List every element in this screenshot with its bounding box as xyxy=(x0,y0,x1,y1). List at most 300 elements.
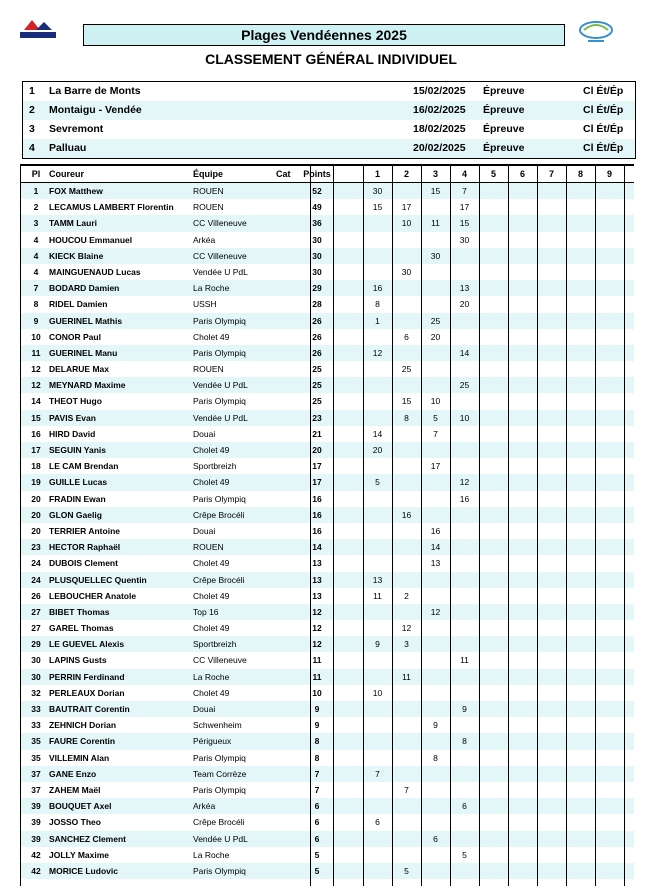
table-row xyxy=(20,199,634,215)
rider-name-cell: FOX Matthew xyxy=(49,186,103,196)
team-cell: Crêpe Brocéli xyxy=(193,574,245,585)
table-row xyxy=(20,361,634,377)
team-cell: Paris Olympiq xyxy=(193,315,246,326)
team-cell: Top 16 xyxy=(193,606,219,617)
table-row xyxy=(20,215,634,231)
points-cell: 5 xyxy=(314,849,320,860)
rank-cell: 19 xyxy=(31,477,41,488)
team-cell: ROUEN xyxy=(193,202,224,213)
rider-name-cell: LECAMUS LAMBERT Florentin xyxy=(49,202,174,213)
team-cell: USSH xyxy=(193,299,217,310)
header-event-8: 8 xyxy=(577,169,583,179)
rank-cell: 30 xyxy=(31,671,41,682)
points-cell: 13 xyxy=(312,590,322,601)
event-2-points-cell: 30 xyxy=(401,266,412,277)
rank-cell: 27 xyxy=(31,606,41,617)
event-1-points-cell: 20 xyxy=(372,445,383,455)
rider-name-cell: PERLEAUX Dorian xyxy=(49,687,125,698)
federation-logo xyxy=(18,18,58,40)
event-3-points-cell: 6 xyxy=(433,833,438,844)
event-4-points-cell: 14 xyxy=(459,347,470,358)
table-row xyxy=(20,377,634,393)
rank-cell: 11 xyxy=(31,347,41,358)
event-3-points-cell: 11 xyxy=(431,218,440,229)
table-row xyxy=(20,620,634,636)
rank-cell: 26 xyxy=(31,590,41,601)
event-1-points-cell: 14 xyxy=(372,428,383,439)
rider-name-cell: PAVIS Evan xyxy=(49,412,96,423)
event-2-points-cell: 8 xyxy=(404,412,409,423)
column-divider xyxy=(595,166,596,886)
event-1-points-cell: 6 xyxy=(375,817,380,828)
team-cell: Vendée U PdL xyxy=(193,412,248,423)
page-subtitle: CLASSEMENT GÉNÉRAL INDIVIDUEL xyxy=(205,51,457,67)
team-cell: Paris Olympiq xyxy=(193,784,246,795)
event-4-points-cell: 9 xyxy=(462,704,467,714)
team-cell: Périgueux xyxy=(193,736,232,747)
header-event-1: 1 xyxy=(374,169,380,179)
table-row xyxy=(20,701,634,717)
event-name: Montaigu - Vendée xyxy=(49,104,142,116)
table-row xyxy=(20,847,634,863)
rider-name-cell: DELARUE Max xyxy=(49,364,109,375)
event-3-points-cell: 14 xyxy=(430,542,441,553)
rank-cell: 7 xyxy=(33,283,39,294)
event-number: 1 xyxy=(29,85,35,97)
event-3-points-cell: 13 xyxy=(430,558,441,569)
event-1-points-cell: 8 xyxy=(375,299,380,310)
events-list xyxy=(22,81,636,159)
team-cell: ROUEN xyxy=(193,542,224,553)
event-date: 20/02/2025 xyxy=(413,142,466,154)
points-cell: 17 xyxy=(312,461,322,472)
rider-name-cell: MEYNARD Maxime xyxy=(49,380,126,391)
event-4-points-cell: 16 xyxy=(459,493,470,504)
points-cell: 30 xyxy=(312,250,322,261)
rider-name-cell: GUERINEL Manu xyxy=(49,347,118,358)
rank-cell: 17 xyxy=(31,445,41,455)
table-body xyxy=(20,183,634,879)
event-row xyxy=(23,101,635,120)
points-cell: 36 xyxy=(312,218,322,229)
event-3-points-cell: 25 xyxy=(430,315,441,326)
team-cell: Cholet 49 xyxy=(193,623,230,634)
rider-name-cell: HIRD David xyxy=(49,428,96,439)
table-row xyxy=(20,232,634,248)
points-cell: 14 xyxy=(312,542,322,553)
rider-name-cell: LAPINS Gusts xyxy=(49,655,107,666)
rider-name-cell: ZEHNICH Dorian xyxy=(49,720,117,731)
rank-cell: 35 xyxy=(31,752,41,763)
rider-name-cell: GLON Gaelig xyxy=(49,509,102,520)
rider-name-cell: PERRIN Ferdinand xyxy=(49,671,125,682)
table-row xyxy=(20,814,634,830)
points-cell: 13 xyxy=(312,574,322,585)
points-cell: 26 xyxy=(312,331,322,342)
column-divider xyxy=(310,166,311,886)
points-cell: 11 xyxy=(312,655,322,666)
rider-name-cell: GANE Enzo xyxy=(49,768,97,779)
table-row xyxy=(20,474,634,490)
event-type: Épreuve xyxy=(483,85,525,97)
event-3-points-cell: 8 xyxy=(433,752,438,763)
team-cell: Vendée U PdL xyxy=(193,266,248,277)
team-cell: ROUEN xyxy=(193,186,224,196)
rider-name-cell: JOLLY Maxime xyxy=(49,849,110,860)
points-cell: 25 xyxy=(312,396,322,407)
rider-name-cell: JOSSO Theo xyxy=(49,817,101,828)
event-3-points-cell: 16 xyxy=(430,525,441,536)
points-cell: 16 xyxy=(312,509,322,520)
table-row xyxy=(20,410,634,426)
column-divider xyxy=(508,166,509,886)
rank-cell: 18 xyxy=(31,461,41,472)
table-row xyxy=(20,264,634,280)
points-cell: 20 xyxy=(312,445,322,455)
team-cell: CC Villeneuve xyxy=(193,250,247,261)
rank-cell: 33 xyxy=(31,720,41,731)
team-cell: La Roche xyxy=(193,849,230,860)
event-2-points-cell: 11 xyxy=(402,671,411,682)
team-cell: La Roche xyxy=(193,283,230,294)
team-cell: La Roche xyxy=(193,671,230,682)
event-type: Épreuve xyxy=(483,104,525,116)
points-cell: 16 xyxy=(312,525,322,536)
event-1-points-cell: 13 xyxy=(372,574,383,585)
event-1-points-cell: 9 xyxy=(375,639,380,650)
event-2-points-cell: 5 xyxy=(404,865,409,876)
team-cell: Paris Olympiq xyxy=(193,493,246,504)
rank-cell: 37 xyxy=(31,784,41,795)
event-number: 3 xyxy=(29,123,35,135)
rider-name-cell: FAURE Corentin xyxy=(49,736,116,747)
points-cell: 26 xyxy=(312,347,322,358)
table-row xyxy=(20,766,634,782)
points-cell: 6 xyxy=(314,833,320,844)
event-4-points-cell: 5 xyxy=(462,849,467,860)
event-4-points-cell: 8 xyxy=(462,736,467,747)
header-pl: Pl xyxy=(31,169,41,179)
event-name: Palluau xyxy=(49,142,87,154)
event-2-points-cell: 12 xyxy=(401,623,412,634)
event-1-points-cell: 1 xyxy=(375,315,380,326)
header-rider: Coureur xyxy=(49,169,85,179)
team-cell: Cholet 49 xyxy=(193,687,230,698)
event-classification: Cl Ét/Ép xyxy=(583,104,624,116)
rank-cell: 32 xyxy=(31,687,41,698)
header-team: Équipe xyxy=(193,169,224,179)
table-row xyxy=(20,442,634,458)
event-type: Épreuve xyxy=(483,142,525,154)
points-cell: 12 xyxy=(312,623,322,634)
team-cell: Schwenheim xyxy=(193,720,242,731)
points-cell: 13 xyxy=(312,558,322,569)
table-row xyxy=(20,491,634,507)
rank-cell: 15 xyxy=(31,412,41,423)
column-divider xyxy=(392,166,393,886)
rank-cell: 16 xyxy=(31,428,41,439)
event-4-points-cell: 7 xyxy=(462,186,467,196)
rider-name-cell: MORICE Ludovic xyxy=(49,865,118,876)
table-border-right xyxy=(624,166,625,886)
points-cell: 12 xyxy=(312,606,322,617)
event-4-points-cell: 25 xyxy=(459,380,470,391)
team-cell: Team Corrèze xyxy=(193,768,247,779)
event-number: 4 xyxy=(29,142,35,154)
rider-name-cell: BOUQUET Axel xyxy=(49,801,112,812)
rider-name-cell: TERRIER Antoine xyxy=(49,525,120,536)
event-row xyxy=(23,120,635,139)
rider-name-cell: GUERINEL Mathis xyxy=(49,315,123,326)
event-4-points-cell: 6 xyxy=(462,801,467,812)
points-cell: 9 xyxy=(314,720,320,731)
team-cell: Paris Olympiq xyxy=(193,865,246,876)
table-row xyxy=(20,717,634,733)
table-row xyxy=(20,183,634,199)
rank-cell: 1 xyxy=(33,186,39,196)
rank-cell: 37 xyxy=(31,768,41,779)
column-divider xyxy=(333,166,334,886)
event-number: 2 xyxy=(29,104,35,116)
points-cell: 26 xyxy=(312,315,322,326)
rank-cell: 30 xyxy=(31,655,41,666)
event-classification: Cl Ét/Ép xyxy=(583,85,624,97)
table-row xyxy=(20,863,634,879)
team-cell: Arkéa xyxy=(193,234,216,245)
event-date: 18/02/2025 xyxy=(413,123,466,135)
event-1-points-cell: 16 xyxy=(372,283,383,294)
points-cell: 17 xyxy=(312,477,322,488)
rank-cell: 24 xyxy=(31,558,41,569)
table-row xyxy=(20,248,634,264)
event-row xyxy=(23,82,635,101)
header-points: Points xyxy=(303,169,331,179)
rider-name-cell: GAREL Thomas xyxy=(49,623,114,634)
points-cell: 21 xyxy=(312,428,322,439)
event-4-points-cell: 30 xyxy=(459,234,470,245)
event-1-points-cell: 11 xyxy=(373,590,382,601)
rider-name-cell: SANCHEZ Clement xyxy=(49,833,126,844)
points-cell: 10 xyxy=(312,687,322,698)
table-row xyxy=(20,329,634,345)
rider-name-cell: PLUSQUELLEC Quentin xyxy=(49,574,147,585)
event-1-points-cell: 30 xyxy=(372,186,383,196)
points-cell: 30 xyxy=(312,234,322,245)
rank-cell: 2 xyxy=(33,202,39,213)
table-row xyxy=(20,798,634,814)
table-row xyxy=(20,313,634,329)
rank-cell: 39 xyxy=(31,817,41,828)
table-row xyxy=(20,750,634,766)
event-3-points-cell: 20 xyxy=(430,331,441,342)
rider-name-cell: CONOR Paul xyxy=(49,331,101,342)
rider-name-cell: BODARD Damien xyxy=(49,283,120,294)
club-logo xyxy=(578,20,614,46)
rank-cell: 3 xyxy=(33,218,39,229)
rider-name-cell: BAUTRAIT Corentin xyxy=(49,704,130,714)
team-cell: ROUEN xyxy=(193,364,224,375)
table-row xyxy=(20,604,634,620)
rank-cell: 20 xyxy=(31,493,41,504)
header-cat: Cat xyxy=(276,169,291,179)
team-cell: Cholet 49 xyxy=(193,331,230,342)
rank-cell: 4 xyxy=(33,250,39,261)
rank-cell: 42 xyxy=(31,849,41,860)
team-cell: Sportbreizh xyxy=(193,461,237,472)
event-2-points-cell: 25 xyxy=(401,364,412,375)
rank-cell: 42 xyxy=(31,865,41,876)
rider-name-cell: SEGUIN Yanis xyxy=(49,445,107,455)
table-row xyxy=(20,539,634,555)
points-cell: 11 xyxy=(312,671,322,682)
table-row xyxy=(20,572,634,588)
event-classification: Cl Ét/Ép xyxy=(583,142,624,154)
event-4-points-cell: 11 xyxy=(460,655,469,666)
event-row xyxy=(23,139,635,158)
table-row xyxy=(20,733,634,749)
team-cell: Crêpe Brocéli xyxy=(193,817,245,828)
points-cell: 30 xyxy=(312,266,322,277)
table-row xyxy=(20,296,634,312)
team-cell: Vendée U PdL xyxy=(193,833,248,844)
points-cell: 16 xyxy=(312,493,322,504)
header-event-2: 2 xyxy=(403,169,409,179)
table-row xyxy=(20,685,634,701)
event-type: Épreuve xyxy=(483,123,525,135)
rank-cell: 20 xyxy=(31,525,41,536)
rank-cell: 29 xyxy=(31,639,41,650)
event-2-points-cell: 16 xyxy=(401,509,412,520)
points-cell: 7 xyxy=(314,784,320,795)
points-cell: 6 xyxy=(314,801,320,812)
event-4-points-cell: 20 xyxy=(459,299,470,310)
event-1-points-cell: 10 xyxy=(372,687,383,698)
event-2-points-cell: 10 xyxy=(401,218,412,229)
rider-name-cell: DUBOIS Clement xyxy=(49,558,118,569)
rank-cell: 35 xyxy=(31,736,41,747)
table-row xyxy=(20,393,634,409)
points-cell: 52 xyxy=(312,186,322,196)
team-cell: CC Villeneuve xyxy=(193,655,247,666)
rank-cell: 4 xyxy=(33,234,39,245)
team-cell: Cholet 49 xyxy=(193,445,230,455)
column-divider xyxy=(566,166,567,886)
page-title: Plages Vendéennes 2025 xyxy=(83,24,565,46)
table-row xyxy=(20,280,634,296)
team-cell: Paris Olympiq xyxy=(193,396,246,407)
table-row xyxy=(20,831,634,847)
team-cell: Douai xyxy=(193,428,216,439)
event-4-points-cell: 13 xyxy=(459,283,470,294)
team-cell: Cholet 49 xyxy=(193,590,230,601)
column-divider xyxy=(537,166,538,886)
rider-name-cell: HOUCOU Emmanuel xyxy=(49,234,133,245)
team-cell: Sportbreizh xyxy=(193,639,237,650)
team-cell: CC Villeneuve xyxy=(193,218,247,229)
header-event-5: 5 xyxy=(490,169,496,179)
table-row xyxy=(20,652,634,668)
table-row xyxy=(20,555,634,571)
rider-name-cell: TAMM Lauri xyxy=(49,218,98,229)
rider-name-cell: LE CAM Brendan xyxy=(49,461,119,472)
rider-name-cell: THEOT Hugo xyxy=(49,396,102,407)
rider-name-cell: MAINGUENAUD Lucas xyxy=(49,266,141,277)
event-3-points-cell: 7 xyxy=(433,428,438,439)
event-name: La Barre de Monts xyxy=(49,85,141,97)
rider-name-cell: BIBET Thomas xyxy=(49,606,110,617)
rank-cell: 23 xyxy=(31,542,41,553)
rank-cell: 12 xyxy=(31,364,41,375)
event-2-points-cell: 7 xyxy=(404,784,409,795)
event-4-points-cell: 10 xyxy=(459,412,470,423)
points-cell: 5 xyxy=(314,865,320,876)
rank-cell: 24 xyxy=(31,574,41,585)
event-3-points-cell: 15 xyxy=(430,186,441,196)
points-cell: 7 xyxy=(314,768,320,779)
event-4-points-cell: 17 xyxy=(459,202,470,213)
team-cell: Cholet 49 xyxy=(193,477,230,488)
event-3-points-cell: 30 xyxy=(430,250,441,261)
header-event-6: 6 xyxy=(519,169,525,179)
team-cell: Paris Olympiq xyxy=(193,347,246,358)
event-1-points-cell: 5 xyxy=(375,477,380,488)
rider-name-cell: KIECK Blaine xyxy=(49,250,104,261)
table-border-left xyxy=(20,166,21,886)
points-cell: 29 xyxy=(312,283,322,294)
event-4-points-cell: 15 xyxy=(459,218,470,229)
table-row xyxy=(20,426,634,442)
rider-name-cell: RIDEL Damien xyxy=(49,299,108,310)
rank-cell: 27 xyxy=(31,623,41,634)
event-1-points-cell: 12 xyxy=(372,347,383,358)
column-divider xyxy=(421,166,422,886)
rank-cell: 4 xyxy=(33,266,39,277)
event-2-points-cell: 6 xyxy=(404,331,409,342)
event-2-points-cell: 17 xyxy=(401,202,412,213)
team-cell: Cholet 49 xyxy=(193,558,230,569)
team-cell: Douai xyxy=(193,704,216,714)
table-header xyxy=(20,166,634,183)
rank-cell: 14 xyxy=(31,396,41,407)
event-name: Sevremont xyxy=(49,123,104,135)
event-date: 16/02/2025 xyxy=(413,104,466,116)
rank-cell: 39 xyxy=(31,833,41,844)
header-event-9: 9 xyxy=(606,169,612,179)
event-3-points-cell: 12 xyxy=(430,606,441,617)
table-row xyxy=(20,782,634,798)
rider-name-cell: LEBOUCHER Anatole xyxy=(49,590,137,601)
team-cell: Arkéa xyxy=(193,801,216,812)
table-row xyxy=(20,636,634,652)
column-divider xyxy=(363,166,364,886)
table-row xyxy=(20,588,634,604)
points-cell: 25 xyxy=(312,364,322,375)
rank-cell: 20 xyxy=(31,509,41,520)
event-2-points-cell: 2 xyxy=(404,590,409,601)
table-row xyxy=(20,458,634,474)
event-1-points-cell: 15 xyxy=(372,202,383,213)
event-2-points-cell: 3 xyxy=(404,639,409,650)
column-divider xyxy=(450,166,451,886)
event-3-points-cell: 9 xyxy=(433,720,438,731)
rider-name-cell: HECTOR Raphaël xyxy=(49,542,121,553)
rider-name-cell: FRADIN Ewan xyxy=(49,493,106,504)
rider-name-cell: LE GUEVEL Alexis xyxy=(49,639,125,650)
rank-cell: 12 xyxy=(31,380,41,391)
team-cell: Vendée U PdL xyxy=(193,380,248,391)
rank-cell: 33 xyxy=(31,704,41,714)
rider-name-cell: GUILLE Lucas xyxy=(49,477,108,488)
